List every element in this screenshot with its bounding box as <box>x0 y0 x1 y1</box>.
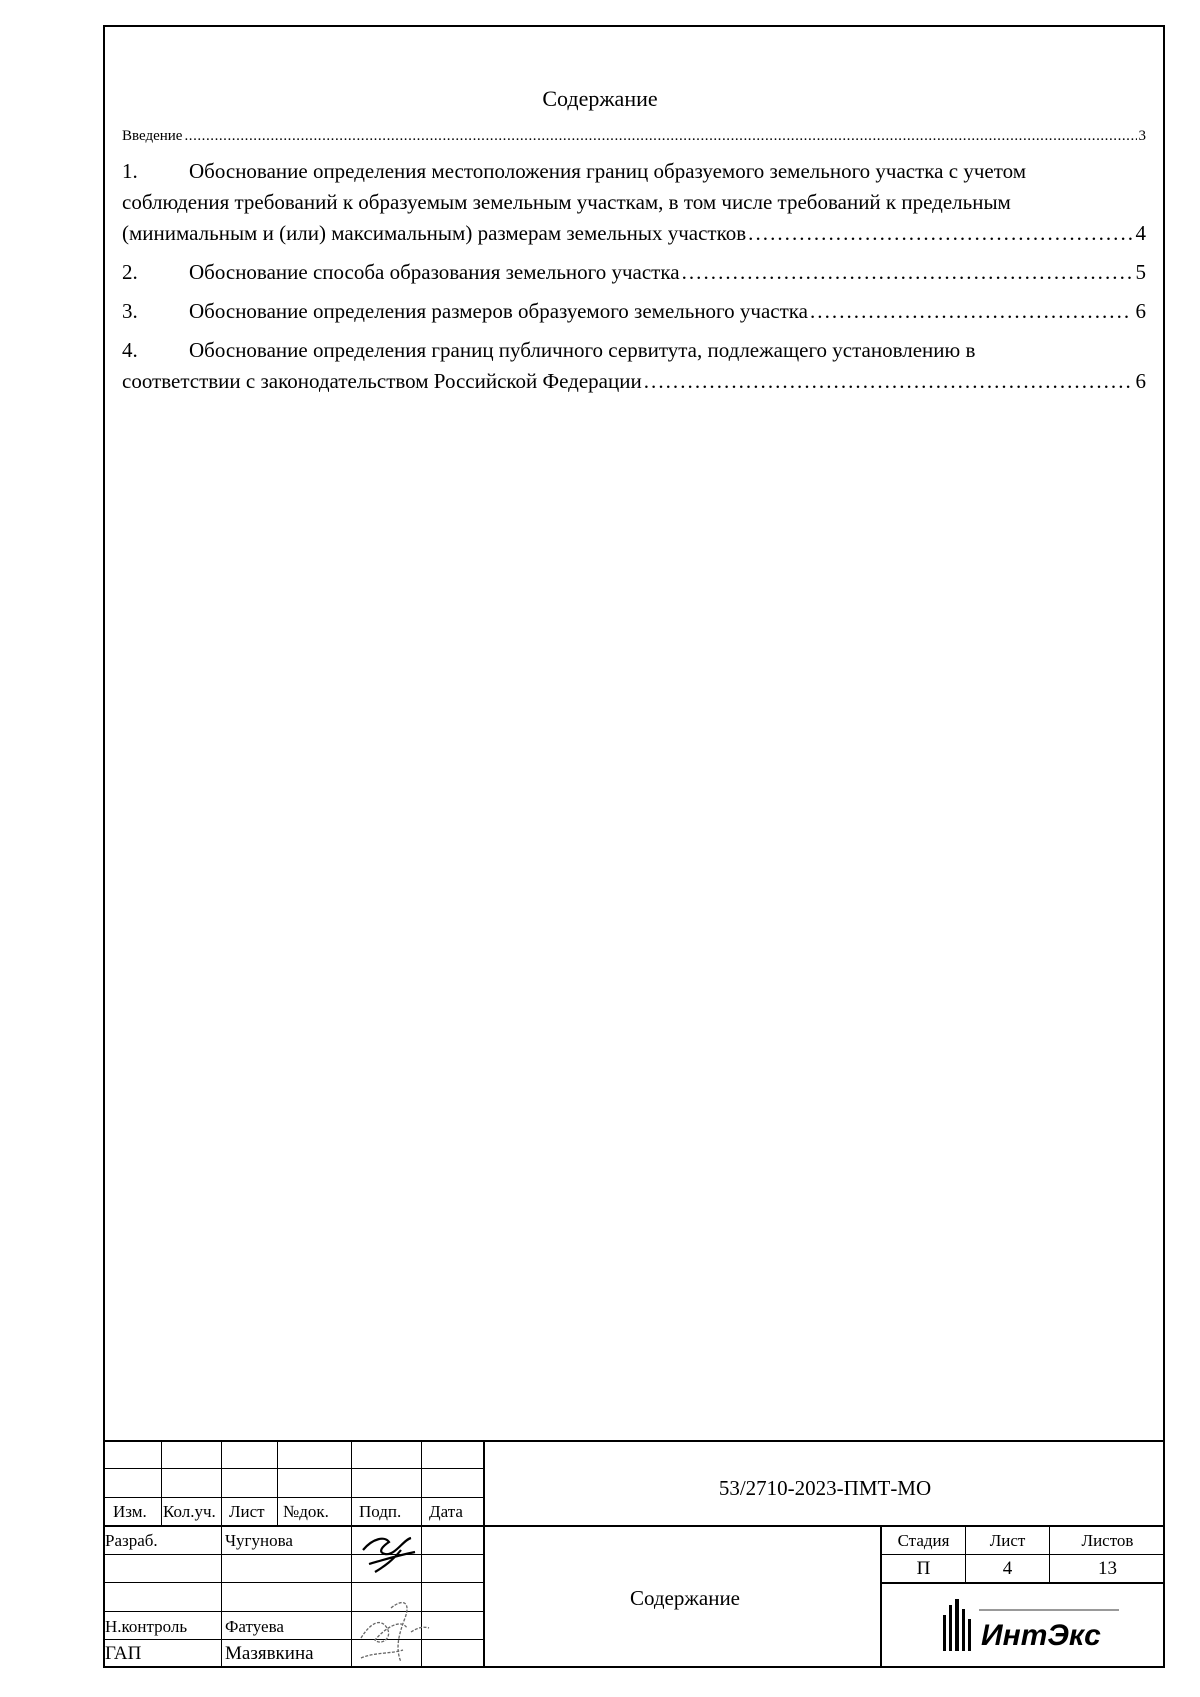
value-sheets: 13 <box>1098 1558 1117 1579</box>
col-header-data: Дата <box>429 1502 463 1521</box>
document-code: 53/2710-2023-ПМТ-МО <box>718 1476 932 1500</box>
col-header-podp: Подп. <box>359 1502 402 1521</box>
toc-item-text: соответствии с законодательством Российской Федерации <box>122 369 642 393</box>
name-nkontrol: Фатуева <box>225 1617 284 1636</box>
svg-text:ИнтЭкс: ИнтЭкс <box>981 1619 1101 1652</box>
role-nkontrol: Н.контроль <box>105 1617 188 1636</box>
toc-item-line <box>122 335 1146 366</box>
toc-leader-dots <box>810 296 1132 327</box>
toc-item-page: 4 <box>1135 221 1146 245</box>
toc-item-4[interactable] <box>122 335 1146 397</box>
table-of-contents <box>122 128 1146 397</box>
toc-item-line <box>122 156 1146 187</box>
label-stage: Стадия <box>897 1531 950 1550</box>
toc-leader-dots <box>748 218 1131 249</box>
toc-item-line <box>122 296 1146 327</box>
toc-leader-dots <box>682 257 1132 288</box>
role-razrab: Разраб. <box>105 1531 158 1550</box>
col-header-kol-uch: Кол.уч. <box>163 1502 216 1521</box>
col-header-izm: Изм. <box>113 1502 147 1521</box>
toc-item-line <box>122 187 1146 218</box>
toc-item-number: 1. Обоснование определения местоположения границ образуемого земельного участка с учетом <box>122 159 1026 183</box>
toc-item-page: 6 <box>1135 299 1146 323</box>
col-header-list: Лист <box>229 1502 265 1521</box>
toc-leader-dots <box>644 366 1132 397</box>
value-stage: П <box>916 1558 931 1579</box>
role-gap: ГАП <box>105 1643 142 1664</box>
label-sheet: Лист <box>989 1531 1026 1550</box>
toc-item-line <box>122 257 1146 288</box>
toc-item-number: 4. Обоснование определения границ публичного сервитута, подлежащего установлению в <box>122 338 976 362</box>
name-gap: Мазявкина <box>225 1643 314 1664</box>
toc-item-page: 6 <box>1135 369 1146 393</box>
toc-item-page: 3 <box>1138 128 1146 144</box>
toc-item-line <box>122 366 1146 397</box>
signature-nkontrol <box>351 1588 441 1678</box>
toc-item-1[interactable] <box>122 156 1146 249</box>
toc-leader-dots <box>184 128 1136 145</box>
toc-item-label: Введение <box>122 128 183 144</box>
toc-item-number: 2. <box>122 260 138 284</box>
toc-item-2[interactable] <box>122 257 1146 288</box>
toc-item-line <box>122 218 1146 249</box>
page-title: Содержание <box>542 86 658 111</box>
toc-item-text: (минимальным и (или) максимальным) размерам земельных участков <box>122 221 747 245</box>
toc-item-page: 5 <box>1135 260 1146 284</box>
signature-razrab <box>355 1530 425 1578</box>
toc-item-number: 3. <box>122 299 138 323</box>
sheet-title: Содержание <box>629 1586 741 1610</box>
toc-item-text: соблюдения требований к образуемым земельным участкам, в том числе требований к предельным <box>122 190 1011 214</box>
col-header-ndok: №док. <box>283 1502 329 1521</box>
title-block <box>105 1440 1165 1667</box>
toc-item-3[interactable] <box>122 296 1146 327</box>
company-logo <box>935 1595 1135 1655</box>
toc-item-text: Обоснование определения размеров образуемого земельного участка <box>189 299 808 323</box>
toc-item-text: Обоснование способа образования земельного участка <box>189 260 680 284</box>
label-sheets: Листов <box>1081 1531 1134 1550</box>
name-razrab: Чугунова <box>225 1531 293 1550</box>
value-sheet: 4 <box>1002 1558 1013 1579</box>
toc-item-intro[interactable] <box>122 128 1146 150</box>
